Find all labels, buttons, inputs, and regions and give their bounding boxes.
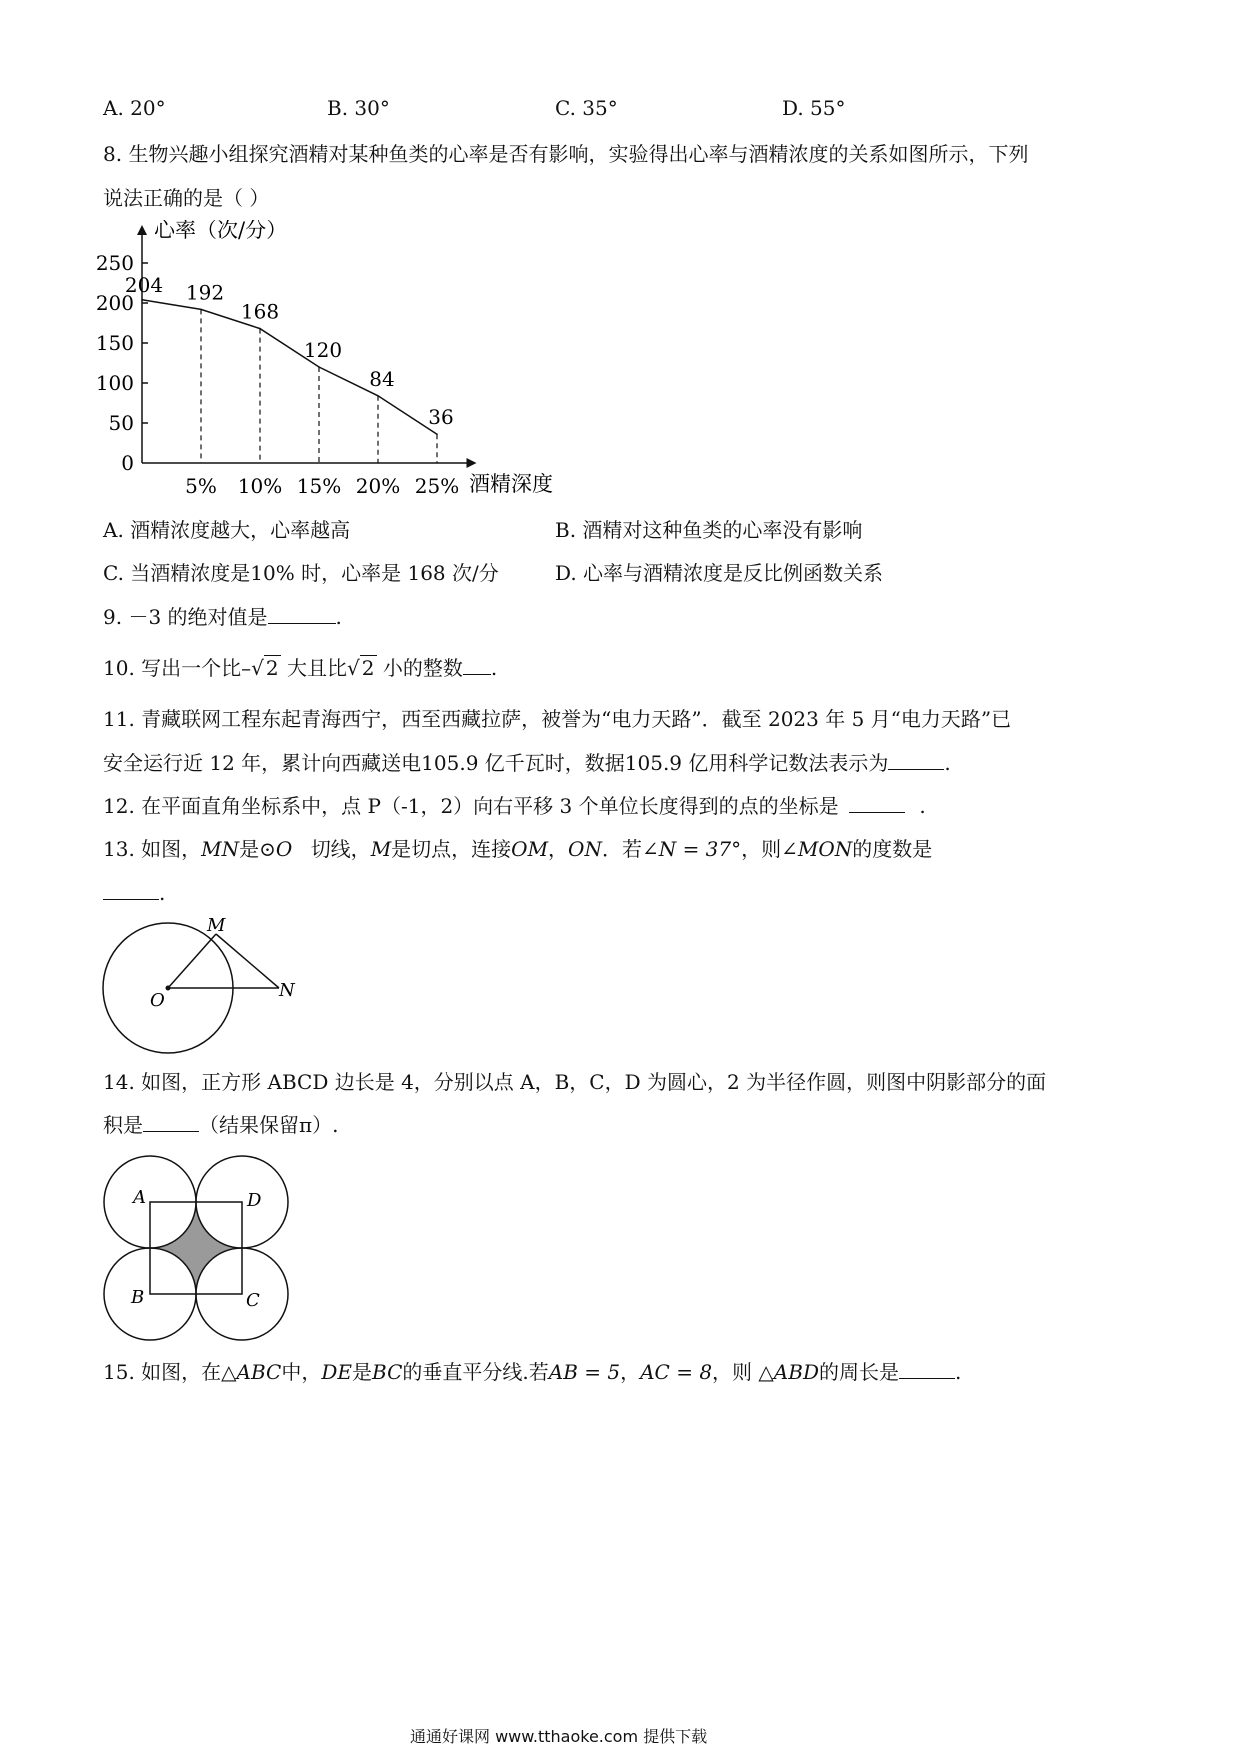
page-footer: 通通好课网 www.tthaoke.com 提供下载 [410, 1727, 708, 1746]
q9-answer-blank[interactable] [268, 605, 336, 624]
sqrt-symbol: √ 2 [251, 656, 279, 680]
q10-radicand: 2 [265, 656, 279, 680]
q15-abd: ABD [773, 1360, 819, 1384]
q10-answer-blank[interactable] [463, 656, 491, 675]
x-tick-label: 5% [185, 474, 217, 498]
q13-p3: 切线， [310, 837, 371, 861]
x-axis-arrow [467, 458, 477, 468]
q13-p1: 13. 如图， [103, 837, 202, 861]
q13-on: ON [568, 837, 602, 861]
q13-p6: ，则 [741, 837, 782, 861]
data-point [141, 299, 143, 301]
q13-figure [95, 910, 315, 1060]
data-point [200, 309, 202, 311]
data-point [436, 433, 438, 435]
q15 [103, 1358, 961, 1386]
q15-p6: 的周长是 [818, 1360, 899, 1384]
q11-line2 [103, 749, 951, 777]
q8-stem-line2: 说法正确的是（ ） [103, 186, 270, 210]
y-tick-label: 50 [108, 411, 134, 435]
q7-option-a: A. 20° [103, 96, 166, 120]
x-axis-label: 酒精深度 [468, 472, 553, 496]
q13-comma: ， [548, 837, 569, 861]
q13-angle-n: ∠N = 37° [641, 837, 742, 861]
q15-c1: ， [620, 1360, 641, 1384]
q10-mid: 大且比 [287, 656, 348, 680]
q15-p5: ，则 △ [712, 1360, 774, 1384]
x-tick-label: 10% [237, 474, 283, 498]
q15-end: . [954, 1360, 962, 1384]
y-tick-label: 100 [95, 371, 134, 395]
q10-radicand-2: 2 [361, 656, 375, 680]
q13-om: OM [511, 837, 549, 861]
q13-p5: ．若 [601, 837, 642, 861]
q14-shaded-region [150, 1202, 242, 1294]
q15-ac: AC = 8 [640, 1360, 713, 1384]
x-tick-label: 20% [355, 474, 401, 498]
q14-label-a: A [133, 1187, 146, 1208]
q14-line2-pre: 积是 [103, 1113, 143, 1137]
y-tick-label: 200 [95, 291, 134, 315]
q7-option-b: B. 30° [327, 96, 390, 120]
q11-answer-blank[interactable] [888, 751, 944, 770]
q11-end: . [944, 751, 951, 775]
q9-text: 9. －3 的绝对值是 [103, 605, 268, 629]
q10-neg: – [241, 656, 252, 680]
data-label: 168 [240, 299, 280, 324]
y-tick-label: 150 [95, 331, 134, 355]
q12 [103, 792, 926, 820]
q8-option-c: C. 当酒精浓度是10% 时，心率是 168 次/分 [103, 561, 499, 585]
data-label: 84 [369, 366, 395, 391]
q13-p2: 是⊙ [239, 837, 276, 861]
q13-segment-om [168, 934, 216, 988]
q13-p7: 的度数是 [852, 837, 933, 861]
q15-abc: ABC [236, 1360, 282, 1384]
q14-line2 [103, 1111, 339, 1139]
q15-p4: 的垂直平分线.若 [402, 1360, 549, 1384]
q13-o: O [275, 837, 293, 861]
q14-label-b: B [131, 1287, 145, 1308]
data-label: 204 [124, 272, 164, 297]
q13-m: M [370, 837, 392, 861]
y-tick-label: 0 [121, 451, 134, 475]
q13-label-n: N [279, 980, 295, 1001]
q15-de: DE [321, 1360, 353, 1384]
q11-line2-text: 安全运行近 12 年，累计向西藏送电105.9 亿千瓦时，数据105.9 亿用科学记数法表示为 [103, 751, 889, 775]
x-tick-label: 15% [296, 474, 342, 498]
q12-answer-blank[interactable] [849, 794, 905, 813]
data-point [318, 366, 320, 368]
q14-label-c: C [246, 1290, 260, 1311]
y-axis-arrow [137, 225, 147, 235]
heart-rate-chart [95, 220, 575, 510]
y-tick-label: 250 [95, 251, 134, 275]
q10-end: . [490, 656, 498, 680]
data-point [259, 328, 261, 330]
q10-pre: 10. 写出一个比 [103, 656, 242, 680]
q13-mn: MN [201, 837, 240, 861]
q15-p3: 是 [352, 1360, 373, 1384]
q12-text: 12. 在平面直角坐标系中，点 P（-1，2）向右平移 3 个单位长度得到的点的坐标是 [103, 794, 839, 818]
q13-line1 [103, 835, 932, 863]
q8-option-a: A. 酒精浓度越大，心率越高 [103, 518, 351, 542]
q13-answer-blank[interactable] [103, 881, 159, 900]
q13-line2 [103, 879, 165, 907]
sqrt-symbol-2: √ 2 [347, 656, 375, 680]
q15-bc: BC [372, 1360, 403, 1384]
q10-post: 小的整数 [382, 656, 463, 680]
q7-option-d: D. 55° [782, 96, 846, 120]
q11-line1: 11. 青藏联网工程东起青海西宁，西至西藏拉萨，被誉为“电力天路”．截至 2023 年 5 月“电力天路”已 [103, 707, 1012, 731]
q15-p2: 中， [281, 1360, 322, 1384]
q14-label-d: D [247, 1190, 262, 1211]
y-axis-label: 心率（次/分） [154, 220, 288, 242]
q14-figure [95, 1150, 305, 1350]
data-point [377, 395, 379, 397]
q14-line1: 14. 如图，正方形 ABCD 边长是 4，分别以点 A，B，C，D 为圆心，2 为半径作圆，则图中阴影部分的面 [103, 1070, 1047, 1094]
q15-ab: AB = 5 [548, 1360, 621, 1384]
q13-p4: 是切点，连接 [391, 837, 512, 861]
q10 [103, 654, 497, 682]
q13-label-m: M [207, 915, 226, 936]
q12-end: . [919, 794, 926, 818]
q8-stem-line1: 8. 生物兴趣小组探究酒精对某种鱼类的心率是否有影响，实验得出心率与酒精浓度的关系如图所示，下列 [103, 142, 1029, 166]
q8-option-d: D. 心率与酒精浓度是反比例函数关系 [555, 561, 884, 585]
data-label: 192 [185, 280, 225, 305]
q9 [103, 603, 342, 631]
data-label: 36 [428, 405, 454, 430]
q7-option-c: C. 35° [555, 96, 618, 120]
q9-end: . [335, 605, 342, 629]
q13-segment-mn [216, 934, 279, 988]
q15-answer-blank[interactable] [899, 1360, 955, 1379]
q14-answer-blank[interactable] [143, 1113, 199, 1132]
q15-p1: 15. 如图，在△ [103, 1360, 237, 1384]
q13-label-o: O [150, 990, 165, 1011]
q13-end: . [159, 881, 166, 905]
q14-line2-post: （结果保留π）. [199, 1113, 339, 1137]
q13-angle-mon: ∠MON [781, 837, 853, 861]
q8-option-b: B. 酒精对这种鱼类的心率没有影响 [555, 518, 863, 542]
q13-center-dot [166, 986, 171, 991]
x-tick-label: 25% [414, 474, 460, 498]
data-label: 120 [303, 338, 343, 362]
